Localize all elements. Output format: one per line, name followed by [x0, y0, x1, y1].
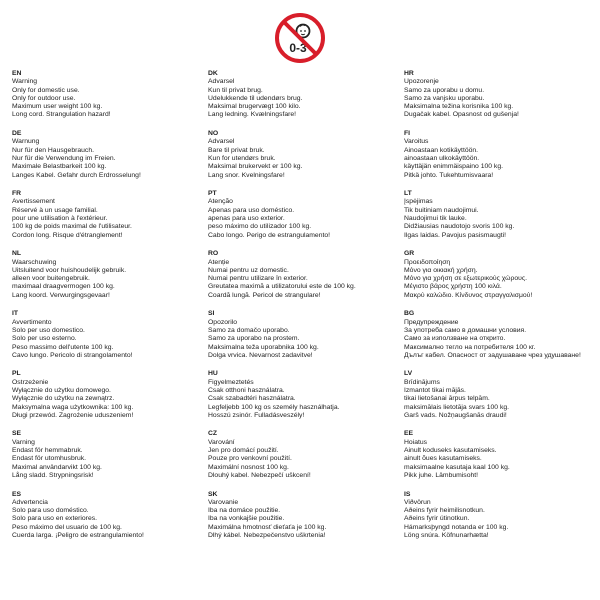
warning-text: Garš vads. Nožņaugšanās draudi!: [404, 411, 507, 419]
warning-text: ainoastaan ulkokäyttöön.: [404, 154, 480, 162]
warning-text: Didžiausias naudotojo svoris 100 kg.: [404, 223, 515, 231]
warning-text: Pitkä johto. Tukehtumisvaara!: [404, 171, 494, 179]
warning-heading: Įspėjimas: [404, 198, 433, 206]
icon-age-label: 0-3: [289, 41, 307, 55]
warning-heading: Advertencia: [12, 498, 48, 506]
language-block: [208, 370, 402, 420]
warning-text: pour une utilisation à l'extérieur.: [12, 215, 108, 223]
warning-text: Ainult koduseks kasutamiseks.: [404, 447, 497, 455]
language-code: NO: [208, 130, 219, 138]
warning-text: Максимално тегло на потребителя 100 кг.: [404, 343, 536, 351]
warning-heading: Atenție: [208, 258, 230, 266]
warning-heading: Varovanie: [208, 498, 239, 506]
warning-text: 100 kg de poids maximal de l'utilisateur.: [12, 223, 132, 231]
warning-text: Legfeljebb 100 kg os személy használhatja.: [208, 403, 340, 411]
warning-text: Dlouhý kabel. Nebezpečí uškcení!: [208, 471, 311, 479]
warning-text: Lang koord. Verwurgingsgevaar!: [12, 291, 110, 299]
warning-text: Naudojimui tik lauke.: [404, 215, 467, 223]
warning-text: tikai lietošanai ārpus telpām.: [404, 395, 490, 403]
warning-text: Pikk juhe. Lämbumisoht!: [404, 471, 479, 479]
warning-text: Μόνο για χρήση σε εξωτερικούς χώρους.: [404, 275, 527, 283]
warning-heading: Atenção: [208, 198, 233, 206]
warning-heading: Advarsel: [208, 138, 235, 146]
warning-text: Only for domestic use.: [12, 86, 80, 94]
warning-text: Dugačak kabel. Opasnost od gušenja!: [404, 111, 519, 119]
warning-text: Dolga vrvica. Nevarnost zadavitve!: [208, 351, 313, 359]
warning-text: Μακρύ καλώδιο. Κίνδυνος στραγγαλισμού!: [404, 291, 533, 299]
language-block: [404, 70, 598, 120]
language-code: LV: [404, 370, 413, 378]
language-code: HR: [404, 70, 414, 77]
warning-text: Cavo lungo. Pericolo di strangolamento!: [12, 351, 133, 359]
warning-text: Csak szabadtéri használatra.: [208, 395, 296, 403]
warning-text: Wyłącznie do użytku domowego.: [12, 386, 111, 394]
language-block: [12, 130, 206, 180]
warning-heading: Предупреждение: [404, 318, 459, 326]
warning-text: Długi przewód. Zagrożenie uduszeniem!: [12, 411, 134, 419]
warning-text: Wyłącznie do użytku na zewnątrz.: [12, 395, 115, 403]
warning-text: peso máximo do utilizador 100 kg.: [208, 223, 312, 231]
warning-text: Iba na domáce použitie.: [208, 507, 281, 515]
warning-heading: Viðvörun: [404, 498, 431, 506]
warning-text: Peso máximo del usuario de 100 kg.: [12, 523, 122, 531]
warning-text: Langes Kabel. Gefahr durch Erdrosselung!: [12, 171, 141, 179]
column: [404, 70, 598, 598]
warning-text: Nur für den Hausgebrauch.: [12, 146, 94, 154]
language-code: PT: [208, 190, 217, 198]
warning-text: Cuerda larga. ¡Peligro de estrangulamiento!: [12, 532, 144, 540]
warning-text: Samo za uporabo na prostem.: [208, 335, 300, 343]
warning-text: Maximálna hmotnosť dieťaťa je 100 kg.: [208, 523, 327, 531]
warning-text: alleen voor buitengebruik.: [12, 275, 90, 283]
warning-heading: Hoiatus: [404, 438, 428, 446]
warning-text: Dlhý kábel. Nebezpečenstvo uškrtenia!: [208, 532, 326, 540]
warning-text: Samo za domačo uporabo.: [208, 326, 290, 334]
warning-text: Lang snor. Kvelningsfare!: [208, 171, 285, 179]
language-code: EE: [404, 430, 414, 438]
warning-text: Udelukkende til udendørs brug.: [208, 94, 303, 102]
warning-text: Kun for utendørs bruk.: [208, 154, 276, 162]
warning-text: Numai pentru uz domestic.: [208, 266, 289, 274]
warning-text: apenas para uso exterior.: [208, 215, 285, 223]
language-block: [12, 70, 206, 120]
warning-text: Long cord. Strangulation hazard!: [12, 111, 111, 119]
language-code: CZ: [208, 430, 218, 438]
language-code: DE: [12, 130, 22, 138]
warning-text: Endast för utomhusbruk.: [12, 455, 87, 463]
warning-text: maximaal draagvermogen 100 kg.: [12, 283, 115, 291]
warning-text: Cabo longo. Perigo de estrangulamento!: [208, 231, 331, 239]
language-code: SE: [12, 430, 22, 438]
language-code: RO: [208, 250, 219, 258]
warning-text: Iba na vonkajšie použitie.: [208, 515, 285, 523]
language-block: [404, 491, 598, 541]
language-block: [208, 491, 402, 541]
warning-heading: Warnung: [12, 138, 40, 146]
language-code: EN: [12, 70, 22, 77]
warning-text: Peso massimo dell'utente 100 kg.: [12, 343, 114, 351]
warning-heading: Waarschuwing: [12, 258, 57, 266]
warning-text: käyttäjän enimmäispaino 100 kg.: [404, 163, 503, 171]
warning-text: Lang ledning. Kvælningsfare!: [208, 111, 297, 119]
language-block: [404, 310, 598, 360]
warning-text: Endast för hemmabruk.: [12, 447, 83, 455]
language-block: [404, 130, 598, 180]
language-block: [12, 190, 206, 240]
warning-text: Only for outdoor use.: [12, 94, 76, 102]
language-code: SK: [208, 490, 218, 498]
warning-text: Ainoastaan kotikäyttöön.: [404, 146, 479, 154]
language-block: [12, 491, 206, 541]
warning-heading: Προειδοποίηση: [404, 258, 451, 266]
warning-text: Solo para uso doméstico.: [12, 507, 89, 515]
language-block: [12, 430, 206, 480]
warning-text: Samo za vanjsku uporabu.: [404, 94, 485, 102]
language-block: [404, 250, 598, 300]
language-block: [208, 190, 402, 240]
language-code: FI: [404, 130, 411, 138]
warning-heading: Advarsel: [208, 78, 235, 86]
language-code: LT: [404, 190, 412, 198]
warning-heading: Upozorenje: [404, 78, 439, 86]
warning-text: Maksimal brugervægt 100 kilo.: [208, 103, 301, 111]
warning-text: Lång sladd. Strypningsrisk!: [12, 471, 94, 479]
warning-text: Pouze pro venkovní použití.: [208, 455, 292, 463]
warning-text: Aðeins fyrir útinotkun.: [404, 515, 470, 523]
warning-text: Maksimalna teža uporabnika 100 kg.: [208, 343, 319, 351]
warning-text: Maksimal brukervekt er 100 kg.: [208, 163, 303, 171]
language-code: DK: [208, 70, 218, 77]
language-block: [12, 370, 206, 420]
language-code: SI: [208, 310, 215, 318]
language-code: IT: [12, 310, 19, 318]
warning-text: Réservé à un usage familial.: [12, 206, 98, 214]
language-block: [208, 70, 402, 120]
warning-text: Numai pentru utilizare în exterior.: [208, 275, 308, 283]
warning-text: Csak otthoni használatra.: [208, 386, 285, 394]
warning-text: Greutatea maximă a utilizatorului este de 100 kg.: [208, 283, 356, 291]
warning-text: Jen pro domácí použití.: [208, 447, 279, 455]
warning-text: Coardă lungă. Pericol de strangulare!: [208, 291, 321, 299]
language-block: [404, 190, 598, 240]
warning-text: Hámarksþyngd notanda er 100 kg.: [404, 523, 509, 531]
warning-columns: [12, 70, 597, 598]
warning-text: Μόνο για οικιακή χρήση.: [404, 266, 478, 274]
warning-text: Дълъг кабел. Опасност от задушаване чрез удушаване!: [404, 351, 581, 359]
warning-heading: Figyelmeztetés: [208, 378, 254, 386]
warning-heading: Varning: [12, 438, 35, 446]
warning-heading: Opozorilo: [208, 318, 238, 326]
warning-text: Solo para uso en exteriores.: [12, 515, 98, 523]
language-code: GR: [404, 250, 415, 258]
language-block: [208, 130, 402, 180]
warning-text: maksimaalne kasutaja kaal 100 kg.: [404, 463, 510, 471]
language-code: HU: [208, 370, 218, 378]
warning-text: Maximale Belastbarkeit 100 kg.: [12, 163, 107, 171]
warning-text: Löng snúra. Köfnunarhætta!: [404, 532, 489, 540]
warning-heading: Brīdinājums: [404, 378, 440, 386]
warning-text: Solo per uso domestico.: [12, 326, 85, 334]
warning-text: Cordon long. Risque d'étranglement!: [12, 231, 123, 239]
language-block: [404, 430, 598, 480]
language-block: [208, 250, 402, 300]
warning-text: maksimālais lietotāja svars 100 kg.: [404, 403, 510, 411]
warning-text: ainult õues kasutamiseks.: [404, 455, 482, 463]
warning-text: Μέγιστο βάρος χρήστη 100 κιλά.: [404, 283, 502, 291]
warning-text: Izmantot tikai mājās.: [404, 386, 466, 394]
language-block: [404, 370, 598, 420]
warning-text: Samo za uporabu u domu.: [404, 86, 485, 94]
warning-text: Maximal användarvikt 100 kg.: [12, 463, 102, 471]
language-code: FR: [12, 190, 22, 198]
warning-text: Maksymalna waga użytkownika: 100 kg.: [12, 403, 134, 411]
language-code: IS: [404, 490, 411, 498]
warning-text: Maximum user weight 100 kg.: [12, 103, 103, 111]
language-block: [12, 250, 206, 300]
column: [12, 70, 206, 598]
warning-text: Solo per uso esterno.: [12, 335, 77, 343]
warning-heading: Varování: [208, 438, 235, 446]
warning-text: Nur für die Verwendung im Freien.: [12, 154, 116, 162]
language-block: [208, 430, 402, 480]
language-code: PL: [12, 370, 21, 378]
warning-text: Само за използване на открито.: [404, 335, 506, 343]
warning-text: Apenas para uso doméstico.: [208, 206, 295, 214]
warning-heading: Ostrzeżenie: [12, 378, 49, 386]
language-code: NL: [12, 250, 22, 258]
language-block: [12, 310, 206, 360]
no-children-0-3-icon: [274, 12, 326, 64]
warning-text: Tik buitiniam naudojimui.: [404, 206, 479, 214]
warning-text: Maksimalna težina korisnika 100 kg.: [404, 103, 514, 111]
language-block: [208, 310, 402, 360]
warning-text: Maximální nosnost 100 kg.: [208, 463, 289, 471]
warning-heading: Varoitus: [404, 138, 429, 146]
warning-heading: Avvertimento: [12, 318, 52, 326]
warning-heading: Avertissement: [12, 198, 55, 206]
warning-text: Hosszú zsinór. Fulladásveszély!: [208, 411, 305, 419]
language-code: ES: [12, 490, 22, 498]
warning-text: Kun til privat brug.: [208, 86, 263, 94]
warning-text: Ilgas laidas. Pavojus pasismaugti!: [404, 231, 507, 239]
warning-text: Aðeins fyrir heimilisnotkun.: [404, 507, 485, 515]
warning-heading: Warning: [12, 78, 38, 86]
warning-text: Bare til privat bruk.: [208, 146, 265, 154]
column: [208, 70, 402, 598]
warning-text: За употреба само в домашни условия.: [404, 326, 527, 334]
language-code: BG: [404, 310, 415, 318]
warning-text: Uitsluitend voor huishoudelijk gebruik.: [12, 266, 127, 274]
